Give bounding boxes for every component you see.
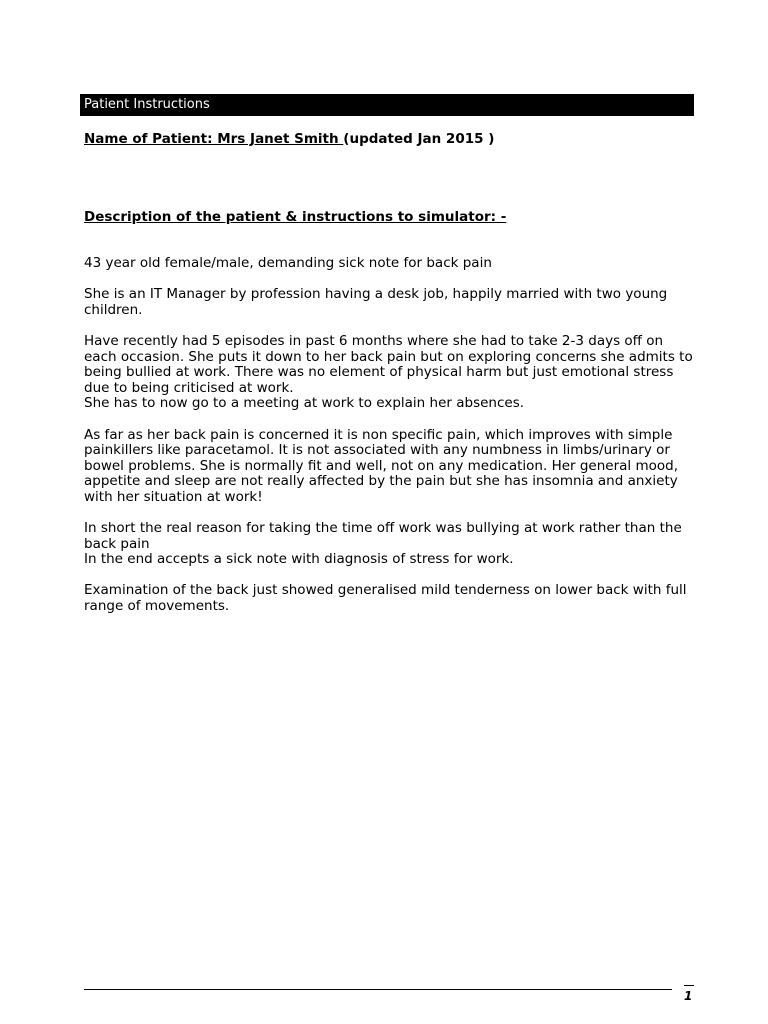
paragraph-back-pain: As far as her back pain is concerned it is non specific pain, which improves with simple painkillers like paracetamol. It is not associated with any numbness in limbs/urinary or bowel problems. She is normally fit and well, not on any medication. Her general mood, appetite and sleep are not really affected by the pain but she has insomnia and anxiety with her situation at work! — [84, 426, 678, 505]
description-heading: Description of the patient & instructions to simulator: - — [84, 209, 507, 225]
footer-rule — [84, 989, 672, 990]
section-header-title: Patient Instructions — [84, 97, 210, 112]
paragraph-real-reason: In short the real reason for taking the time off work was bullying at work rather than the back pain In the end accepts a sick note with diagnosis of stress for work. — [84, 520, 682, 568]
section-header-bar — [80, 94, 694, 116]
patient-name-line — [84, 131, 494, 147]
paragraph-examination: Examination of the back just showed generalised mild tenderness on lower back with full range of movements. — [84, 582, 687, 615]
page-number: 1 — [684, 989, 693, 1003]
paragraph-episodes: Have recently had 5 episodes in past 6 months where she had to take 2-3 days off on each occasion. She puts it down to her back pain but on exploring concerns she admits to being bullied at work. There was no element of physical harm but just emotional stress due to being criticised at work. She has to now go to a meeting at work to explain her absences. — [84, 332, 693, 412]
updated-note: (updated Jan 2015 ) — [343, 131, 495, 147]
paragraph-summary: 43 year old female/male, demanding sick note for back pain — [84, 255, 492, 271]
body-text — [84, 256, 696, 630]
patient-name-label: Name of Patient: Mrs Janet Smith — [84, 131, 344, 147]
page-number-overline — [684, 985, 694, 986]
paragraph-profession: She is an IT Manager by profession having a desk job, happily married with two young children. — [84, 286, 668, 318]
